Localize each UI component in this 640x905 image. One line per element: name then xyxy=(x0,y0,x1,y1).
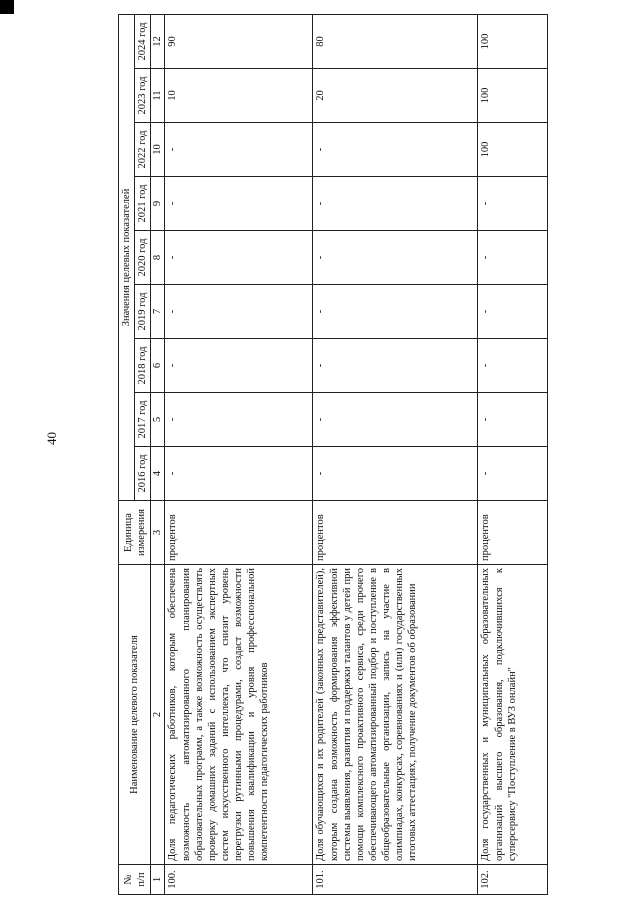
col-number: 3 xyxy=(151,501,165,565)
col-number: 8 xyxy=(151,231,165,285)
col-number: 10 xyxy=(151,123,165,177)
value-cell: - xyxy=(313,285,478,339)
value-cell: 100 xyxy=(478,69,548,123)
row-number: 101. xyxy=(313,865,478,895)
header-year: 2022 год xyxy=(135,123,151,177)
col-number: 4 xyxy=(151,447,165,501)
value-cell: - xyxy=(165,285,313,339)
header-year: 2024 год xyxy=(135,14,151,68)
unit-cell: процентов xyxy=(313,501,478,565)
header-year: 2016 год xyxy=(135,447,151,501)
unit-cell: процентов xyxy=(165,501,313,565)
value-cell: - xyxy=(313,123,478,177)
value-cell: - xyxy=(478,177,548,231)
header-year: 2017 год xyxy=(135,393,151,447)
col-number: 1 xyxy=(151,865,165,895)
indicator-name: Доля государственных и муниципальных образовательных организаций высшего образования, подключившихся к суперсервису "Поступление в ВУЗ онлайн" xyxy=(478,565,548,865)
value-cell: - xyxy=(165,177,313,231)
value-cell: - xyxy=(165,339,313,393)
header-year: 2020 год xyxy=(135,231,151,285)
col-number: 6 xyxy=(151,339,165,393)
value-cell: - xyxy=(165,231,313,285)
col-number: 2 xyxy=(151,565,165,865)
value-cell: 20 xyxy=(313,69,478,123)
value-cell: - xyxy=(165,123,313,177)
col-number: 5 xyxy=(151,393,165,447)
value-cell: - xyxy=(478,285,548,339)
value-cell: - xyxy=(313,231,478,285)
header-values: Значения целевых показателей xyxy=(119,14,135,500)
header-year: 2021 год xyxy=(135,177,151,231)
indicator-name: Доля педагогических работников, которым обеспечена возможность автоматизированного планирования образовательных программ, а также возможность осуществлять проверку домашних заданий с использованием экспертных систем искусственного интеллекта, что снизит уровень перегрузки рутинными процедурами, создаст возможности повышения квалификации и уровня профессиональной компетентности педагогических работников xyxy=(165,565,313,865)
value-cell: - xyxy=(478,447,548,501)
header-unit: Единица измерения xyxy=(119,501,151,565)
table-row xyxy=(478,14,548,894)
scan-corner-mark xyxy=(0,0,14,14)
value-cell: 100 xyxy=(478,123,548,177)
unit-cell: процентов xyxy=(478,501,548,565)
col-number: 7 xyxy=(151,285,165,339)
value-cell: 90 xyxy=(165,14,313,68)
value-cell: - xyxy=(478,339,548,393)
value-cell: - xyxy=(165,447,313,501)
value-cell: - xyxy=(313,393,478,447)
value-cell: - xyxy=(313,339,478,393)
value-cell: 100 xyxy=(478,14,548,68)
header-no: № п/п xyxy=(119,865,151,895)
value-cell: - xyxy=(478,231,548,285)
value-cell: 80 xyxy=(313,14,478,68)
row-number: 102. xyxy=(478,865,548,895)
header-name: Наименование целевого показателя xyxy=(119,565,151,865)
indicator-name: Доля обучающихся и их родителей (законных представителей), которым создана возможность формирования эффективной системы выявления, развития и поддержки талантов у детей при помощи комплексного проактивного сервиса, среди прочего обеспечивающего автоматизированный подбор и поступление в общеобразовательные организации, запись на участие в олимпиадах, конкурсах, соревнованиях и (или) государственных итоговых аттестациях, получение документов об образовании xyxy=(313,565,478,865)
header-year: 2019 год xyxy=(135,285,151,339)
indicator-table xyxy=(118,14,548,895)
value-cell: - xyxy=(313,447,478,501)
page-number: 40 xyxy=(44,432,59,445)
table-row xyxy=(313,14,478,894)
value-cell: - xyxy=(165,393,313,447)
indicator-table-sheet xyxy=(118,15,638,895)
value-cell: - xyxy=(478,393,548,447)
header-year: 2018 год xyxy=(135,339,151,393)
header-year: 2023 год xyxy=(135,69,151,123)
col-number: 11 xyxy=(151,69,165,123)
row-number: 100. xyxy=(165,865,313,895)
col-number: 12 xyxy=(151,14,165,68)
value-cell: - xyxy=(313,177,478,231)
value-cell: 10 xyxy=(165,69,313,123)
table-row xyxy=(165,14,313,894)
col-number: 9 xyxy=(151,177,165,231)
